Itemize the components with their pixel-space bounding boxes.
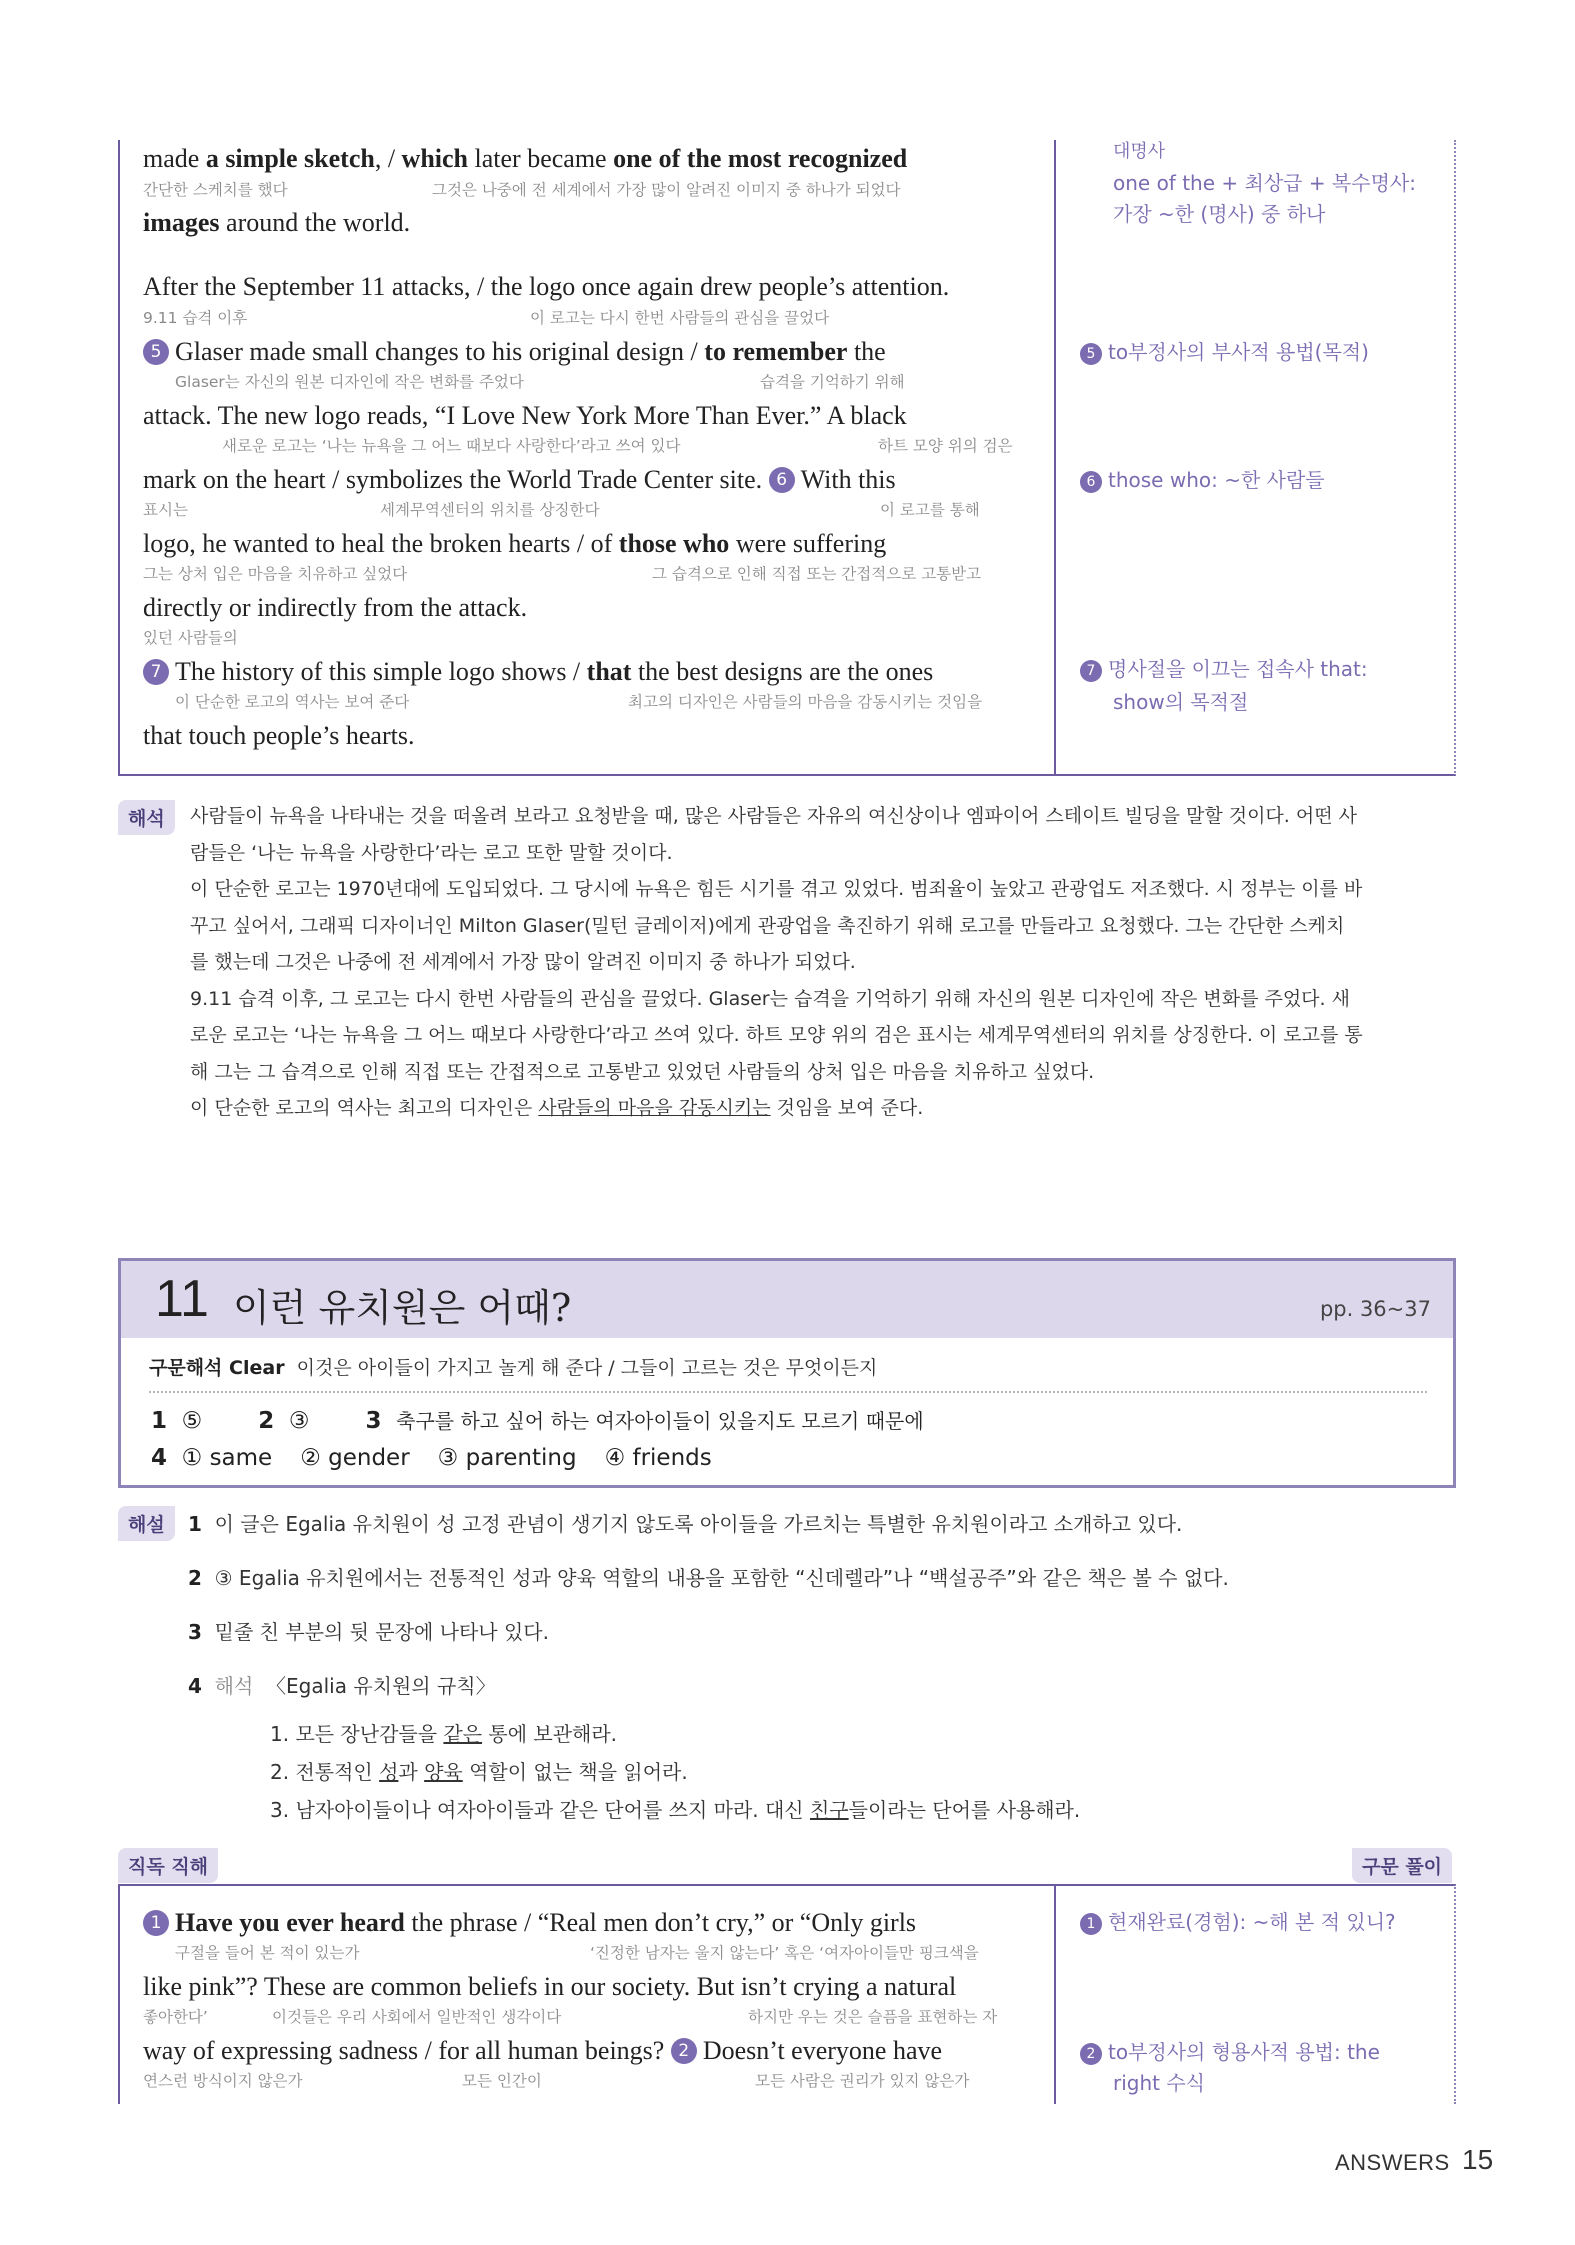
reading-line: images around the world. — [143, 208, 411, 237]
translation-line: 꾸고 싶어서, 그래픽 디자이너인 Milton Glaser(밀턴 글레이저)에게 관광업을 촉진하기 위해 로고를 만들라고 요청했다. 그는 간단한 스케치 — [190, 914, 1345, 937]
gloss: ‘진정한 남자는 울지 않는다’ 혹은 ‘여자아이들만 핑크색을 — [590, 1944, 979, 1962]
gloss: 하트 모양 위의 검은 — [878, 437, 1013, 455]
gloss: 이 로고를 통해 — [880, 501, 980, 519]
reading-line: mark on the heart / symbolizes the World Trade Center site. 6 With this — [143, 465, 896, 494]
syntax-note-tag: 구문 풀이 — [1352, 1848, 1452, 1883]
gloss: 이 로고는 다시 한번 사람들의 관심을 끌었다 — [530, 309, 830, 327]
gloss: 하지만 우는 것은 슬픔을 표현하는 자 — [748, 2008, 998, 2026]
gloss: 이 단순한 로고의 역사는 보여 준다 — [175, 693, 410, 711]
grammar-note: 5 to부정사의 부사적 용법(목적) — [1080, 336, 1369, 368]
reading-line: attack. The new logo reads, “I Love New York More Than Ever.” A black — [143, 401, 907, 430]
sentence-number-badge: 2 — [671, 2038, 697, 2064]
reading-line: After the September 11 attacks, / the logo once again drew people’s attention. — [143, 272, 950, 301]
explanation-item: 3 밑줄 친 부분의 뒷 문장에 나타나 있다. — [188, 1620, 549, 1644]
sentence-number-badge: 1 — [143, 1910, 169, 1936]
gloss: 그는 상처 입은 마음을 치유하고 싶었다 — [143, 565, 408, 583]
explanation-item: 1 이 글은 Egalia 유치원이 성 고정 관념이 생기지 않도록 아이들을 가르치는 특별한 유치원이라고 소개하고 있다. — [188, 1512, 1183, 1536]
gloss: 9.11 습격 이후 — [143, 309, 248, 327]
gloss: 구절을 들어 본 적이 있는가 — [175, 1944, 360, 1962]
explanation-item: 4 해석 〈Egalia 유치원의 규칙〉 — [188, 1674, 496, 1698]
reading-line: that touch people’s hearts. — [143, 721, 415, 750]
gloss: 표시는 — [143, 501, 188, 519]
gloss: 그것은 나중에 전 세계에서 가장 많이 알려진 이미지 중 하나가 되었다 — [432, 181, 901, 199]
translation-line: 9.11 습격 이후, 그 로고는 다시 한번 사람들의 관심을 끌었다. Glaser는 습격을 기억하기 위해 자신의 원본 디자인에 작은 변화를 주었다. 새 — [190, 987, 1350, 1010]
grammar-note: 6 those who: ~한 사람들 — [1080, 464, 1325, 496]
reading-line: 7 The history of this simple logo shows / that the best designs are the ones — [143, 657, 933, 687]
reading-line: like pink”? These are common beliefs in our society. But isn’t crying a natural — [143, 1972, 957, 2001]
grammar-note: 가장 ~한 (명사) 중 하나 — [1113, 202, 1326, 226]
translation-line: 이 단순한 로고의 역사는 최고의 디자인은 사람들의 마음을 감동시키는 것임을 보여 준다. — [190, 1097, 924, 1119]
rule-item: 2. 전통적인 성과 양육 역할이 없는 책을 읽어라. — [270, 1760, 688, 1784]
section-title: 이런 유치원은 어때? — [233, 1286, 572, 1330]
page-reference: pp. 36~37 — [1319, 1297, 1431, 1321]
section-11-box — [118, 1258, 1456, 1488]
gloss: 새로운 로고는 ‘나는 뉴욕을 그 어느 때보다 사랑한다’라고 쓰여 있다 — [222, 437, 681, 455]
translation-line: 이 단순한 로고는 1970년대에 도입되었다. 그 당시에 뉴욕은 힘든 시기를 겪고 있었다. 범죄율이 높았고 관광업도 저조했다. 시 정부는 이를 바 — [190, 878, 1363, 900]
note-number-badge: 1 — [1080, 1913, 1102, 1935]
rule-item: 3. 남자아이들이나 여자아이들과 같은 단어를 쓰지 마라. 대신 친구들이라는 단어를 사용해라. — [270, 1798, 1081, 1822]
reading-line: directly or indirectly from the attack. — [143, 593, 528, 622]
column-divider — [1054, 1884, 1056, 2104]
grammar-note: one of the + 최상급 + 복수명사: — [1113, 171, 1416, 195]
explanation-item: 2 ③ Egalia 유치원에서는 전통적인 성과 양육 역할의 내용을 포함한 “신데렐라”나 “백설공주”와 같은 책은 볼 수 없다. — [188, 1566, 1229, 1590]
rule-item: 1. 모든 장난감들을 같은 통에 보관해라. — [270, 1722, 618, 1746]
clear-parsing: 구문해석 Clear 이것은 아이들이 가지고 놀게 해 준다 / 그들이 고르는 것은 무엇이든지 — [149, 1357, 878, 1379]
section-header — [121, 1261, 1453, 1338]
gloss: 모든 인간이 — [462, 2072, 542, 2090]
page-number: 15 — [1462, 2144, 1494, 2175]
gloss: 이것들은 우리 사회에서 일반적인 생각이다 — [272, 2008, 562, 2026]
dotted-divider — [149, 1391, 1427, 1393]
gloss: 연스런 방식이지 않은가 — [143, 2072, 303, 2090]
grammar-note: show의 목적절 — [1113, 690, 1249, 714]
gloss: 좋아한다’ — [143, 2008, 208, 2026]
footer-label: ANSWERS — [1335, 2150, 1450, 2175]
explanation-tag: 해설 — [118, 1506, 175, 1541]
reading-line: logo, he wanted to heal the broken hearts / of those who were suffering — [143, 529, 887, 558]
reading-line: 1 Have you ever heard the phrase / “Real men don’t cry,” or “Only girls — [143, 1908, 916, 1938]
sentence-number-badge: 7 — [143, 659, 169, 685]
note-number-badge: 7 — [1080, 660, 1102, 682]
grammar-note: 7 명사절을 이끄는 접속사 that: — [1080, 653, 1368, 685]
grammar-note: right 수식 — [1113, 2071, 1205, 2095]
gloss: 있던 사람들의 — [143, 629, 238, 647]
sentence-number-badge: 6 — [769, 467, 795, 493]
translation-line: 로운 로고는 ‘나는 뉴욕을 그 어느 때보다 사랑한다’라고 쓰여 있다. 하트 모양 위의 검은 표시는 세계무역센터의 위치를 상징한다. 이 로고를 통 — [190, 1024, 1363, 1046]
translation-text — [190, 798, 1460, 1127]
grammar-note: 대명사 — [1113, 141, 1166, 162]
section-number: 11 — [155, 1270, 209, 1328]
translation-line: 해 그는 그 습격으로 인해 직접 또는 간접적으로 고통받고 있었던 사람들의 상처 입은 마음을 치유하고 싶었다. — [190, 1060, 1095, 1083]
note-number-badge: 6 — [1080, 471, 1102, 493]
gloss: Glaser는 자신의 원본 디자인에 작은 변화를 주었다 — [175, 373, 524, 391]
reading-line: way of expressing sadness / for all human beings? 2 Doesn’t everyone have — [143, 2036, 943, 2065]
gloss: 그 습격으로 인해 직접 또는 간접적으로 고통받고 — [652, 565, 982, 583]
translation-line: 를 했는데 그것은 나중에 전 세계에서 가장 많이 알려진 이미지 중 하나가 되었다. — [190, 951, 856, 973]
direct-reading-tag: 직독 직해 — [118, 1848, 218, 1883]
translation-tag: 해석 — [118, 800, 175, 835]
gloss: 습격을 기억하기 위해 — [760, 373, 905, 391]
translation-line: 사람들이 뉴욕을 나타내는 것을 떠올려 보라고 요청받을 때, 많은 사람들은 자유의 여신상이나 엠파이어 스테이트 빌딩을 말할 것이다. 어떤 사 — [190, 805, 1357, 827]
answer-row: 1 ⑤ 2 ③ 3 축구를 하고 싶어 하는 여자아이들이 있을지도 모르기 때문에 — [151, 1408, 924, 1434]
answer-row: 4 ① same ② gender ③ parenting ④ friends — [151, 1445, 712, 1471]
grammar-note: 2 to부정사의 형용사적 용법: the — [1080, 2036, 1380, 2068]
gloss: 세계무역센터의 위치를 상징한다 — [380, 501, 600, 519]
note-number-badge: 2 — [1080, 2043, 1102, 2065]
translation-line: 람들은 ‘나는 뉴욕을 사랑한다’라는 로고 또한 말할 것이다. — [190, 841, 673, 864]
gloss: 모든 사람은 권리가 있지 않은가 — [755, 2072, 970, 2090]
grammar-note: 1 현재완료(경험): ~해 본 적 있니? — [1080, 1906, 1396, 1938]
gloss: 최고의 디자인은 사람들의 마음을 감동시키는 것임을 — [628, 693, 983, 711]
column-divider — [1054, 140, 1056, 776]
gloss: 간단한 스케치를 했다 — [143, 181, 288, 199]
sentence-number-badge: 5 — [143, 339, 169, 365]
reading-line: made a simple sketch, / which later became one of the most recognized — [143, 144, 908, 173]
note-number-badge: 5 — [1080, 343, 1102, 365]
reading-line: 5 Glaser made small changes to his original design / to remember the — [143, 337, 886, 367]
